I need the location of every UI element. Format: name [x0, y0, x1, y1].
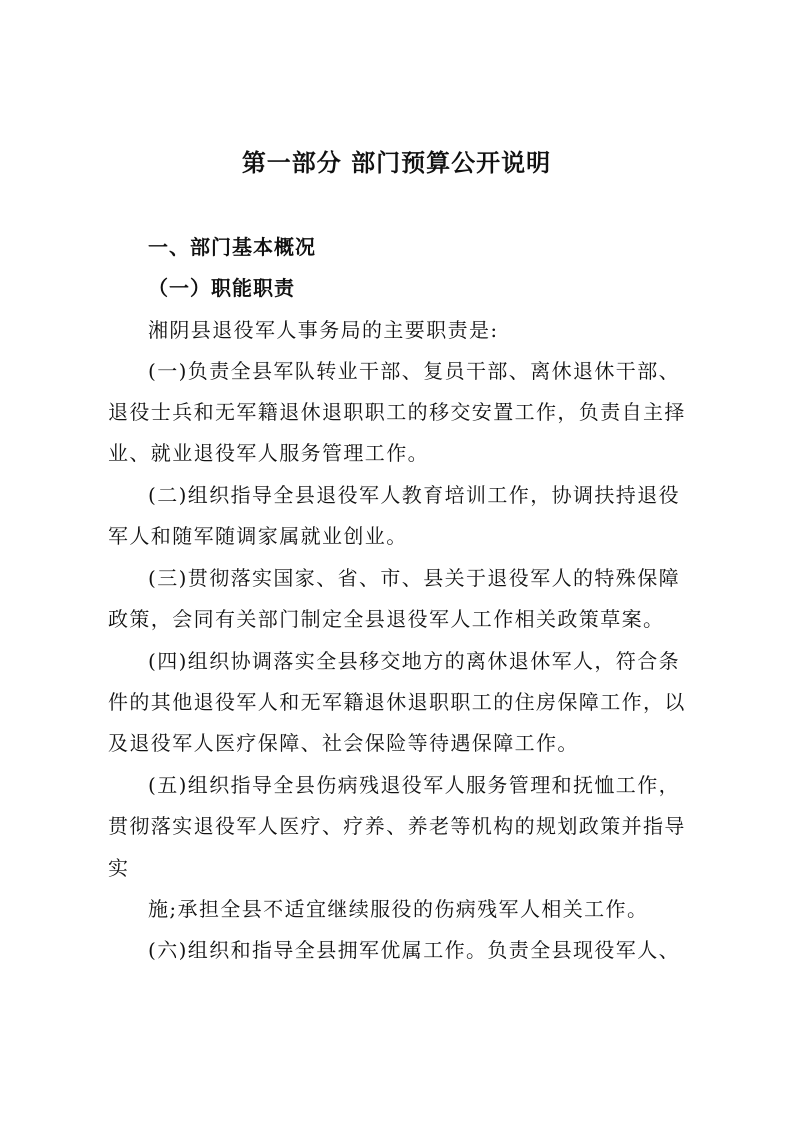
paragraph-line: 实 — [108, 856, 130, 880]
page-title: 第一部分 部门预算公开说明 — [241, 149, 552, 177]
paragraph-line: 业、就业退役军人服务管理工作。 — [108, 441, 429, 465]
paragraph-line: 施;承担全县不适宜继续服役的伤病残军人相关工作。 — [148, 897, 649, 921]
paragraph-line: (四)组织协调落实全县移交地方的离休退休军人，符合条 — [148, 649, 681, 673]
paragraph-line: 件的其他退役军人和无军籍退休退职职工的住房保障工作，以 — [108, 690, 686, 714]
paragraph-line: (一)负责全县军队转业干部、复员干部、离休退休干部、 — [148, 359, 681, 383]
paragraph-line: (五)组织指导全县伤病残退役军人服务管理和抚恤工作， — [148, 773, 681, 797]
paragraph-line: 贯彻落实退役军人医疗、疗养、养老等机构的规划政策并指导 — [108, 814, 686, 838]
paragraph-line: (三)贯彻落实国家、省、市、县关于退役军人的特殊保障 — [148, 566, 681, 590]
paragraph-line: (六)组织和指导全县拥军优属工作。负责全县现役军人、 — [148, 938, 681, 962]
paragraph-line: 退役士兵和无军籍退休退职职工的移交安置工作，负责自主择 — [108, 400, 686, 424]
section-heading: 一、部门基本概况 — [148, 235, 316, 259]
paragraph-line: 政策，会同有关部门制定全县退役军人工作相关政策草案。 — [108, 607, 665, 631]
paragraph-line: (二)组织指导全县退役军人教育培训工作，协调扶持退役 — [148, 483, 681, 507]
paragraph-line: 及退役军人医疗保障、社会保险等待遇保障工作。 — [108, 731, 579, 755]
subsection-heading: （一）职能职责 — [148, 276, 295, 300]
paragraph-line: 军人和随军随调家属就业创业。 — [108, 524, 408, 548]
paragraph-line: 湘阴县退役军人事务局的主要职责是: — [148, 318, 499, 342]
